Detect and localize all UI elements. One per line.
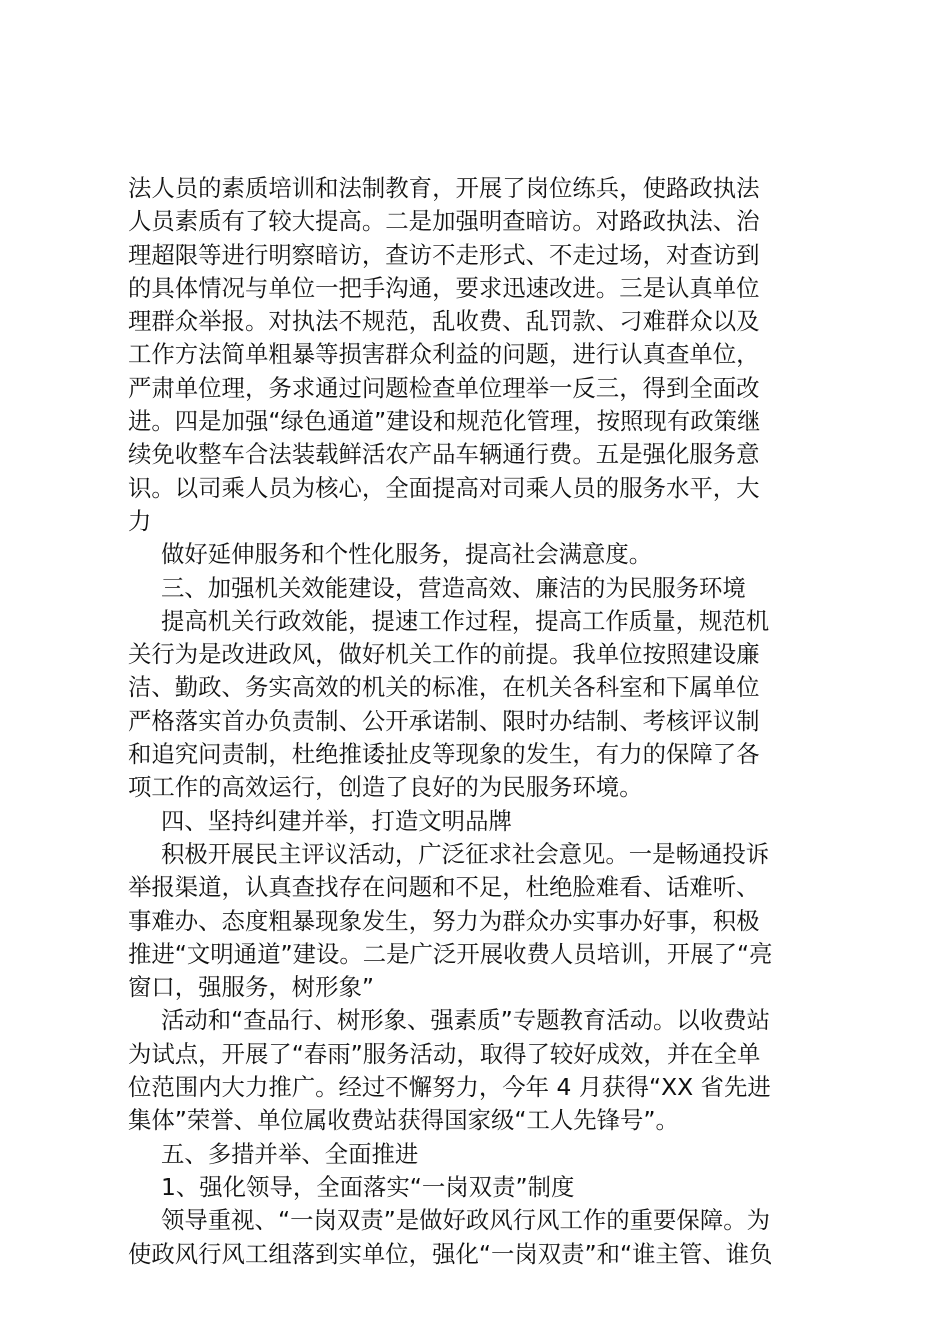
text-line: 窗口，强服务，树形象” (128, 973, 375, 1002)
text-line: 五、多措并举、全面推进 (161, 1139, 419, 1168)
text-line: 活动和“查品行、树形象、强素质”专题教育活动。以收费站 (161, 1006, 770, 1035)
text-line: 理超限等进行明察暗访，查访不走形式、不走过场，对查访到 (128, 240, 760, 269)
text-line: 领导重视、“一岗双责”是做好政风行风工作的重要保障。为 (161, 1206, 770, 1235)
text-line: 法人员的素质培训和法制教育，开展了岗位练兵，使路政执法 (128, 174, 760, 202)
text-line: 为试点，开展了“春雨”服务活动，取得了较好成效，并在全单 (128, 1039, 761, 1068)
body-text (128, 172, 828, 1271)
text-line: 续免收整车合法装载鲜活农产品车辆通行费。五是强化服务意 (128, 440, 760, 469)
text-line: 做好延伸服务和个性化服务，提高社会满意度。 (161, 540, 653, 569)
text-line: 识。以司乘人员为核心，全面提高对司乘人员的服务水平，大 (128, 473, 760, 502)
text-line: 进。四是加强“绿色通道”建设和规范化管理，按照现有政策继 (128, 407, 761, 436)
text-line: 集体”荣誉、单位属收费站获得国家级“工人先锋号”。 (128, 1106, 679, 1135)
text-line: 严肃单位理，务求通过问题检查单位理举一反三，得到全面改 (128, 373, 760, 402)
text-line: 积极开展民主评议活动，广泛征求社会意见。一是畅通投诉 (161, 839, 770, 868)
text-line: 使政风行风工组落到实单位，强化“一岗双责”和“谁主管、谁负 (128, 1239, 773, 1268)
text-line: 理群众举报。对执法不规范，乱收费、乱罚款、刁难群众以及 (128, 307, 760, 336)
text-line: 力 (128, 506, 152, 535)
text-line: 推进“文明通道”建设。二是广泛开展收费人员培训，开展了“亮 (128, 939, 773, 968)
text-line: 四、坚持纠建并举，打造文明品牌 (161, 806, 512, 835)
text-line: 的具体情况与单位一把手沟通，要求迅速改进。三是认真单位 (128, 273, 760, 302)
text-line: 1、强化领导，全面落实“一岗双责”制度 (161, 1172, 575, 1201)
text-line: 三、加强机关效能建设，营造高效、廉洁的为民服务环境 (161, 573, 746, 602)
text-line: 项工作的高效运行，创造了良好的为民服务环境。 (128, 773, 643, 802)
text-line: 和追究问责制，杜绝推诿扯皮等现象的发生，有力的保障了各 (128, 740, 760, 769)
text-line: 提高机关行政效能，提速工作过程，提高工作质量，规范机 (161, 606, 770, 635)
text-line: 位范围内大力推广。经过不懈努力，今年 4 月获得“XX 省先进 (128, 1073, 771, 1102)
text-line: 事难办、态度粗暴现象发生，努力为群众办实事办好事，积极 (128, 906, 760, 935)
text-line: 关行为是改进政风，做好机关工作的前提。我单位按照建设廉 (128, 640, 760, 669)
text-line: 举报渠道，认真查找存在问题和不足，杜绝脸难看、话难听、 (128, 873, 760, 902)
text-line: 工作方法简单粗暴等损害群众利益的问题，进行认真查单位， (128, 340, 760, 369)
text-line: 人员素质有了较大提高。二是加强明查暗访。对路政执法、治 (128, 207, 760, 236)
text-line: 严格落实首办负责制、公开承诺制、限时办结制、考核评议制 (128, 706, 760, 735)
text-line: 洁、勤政、务实高效的机关的标准，在机关各科室和下属单位 (128, 673, 760, 702)
